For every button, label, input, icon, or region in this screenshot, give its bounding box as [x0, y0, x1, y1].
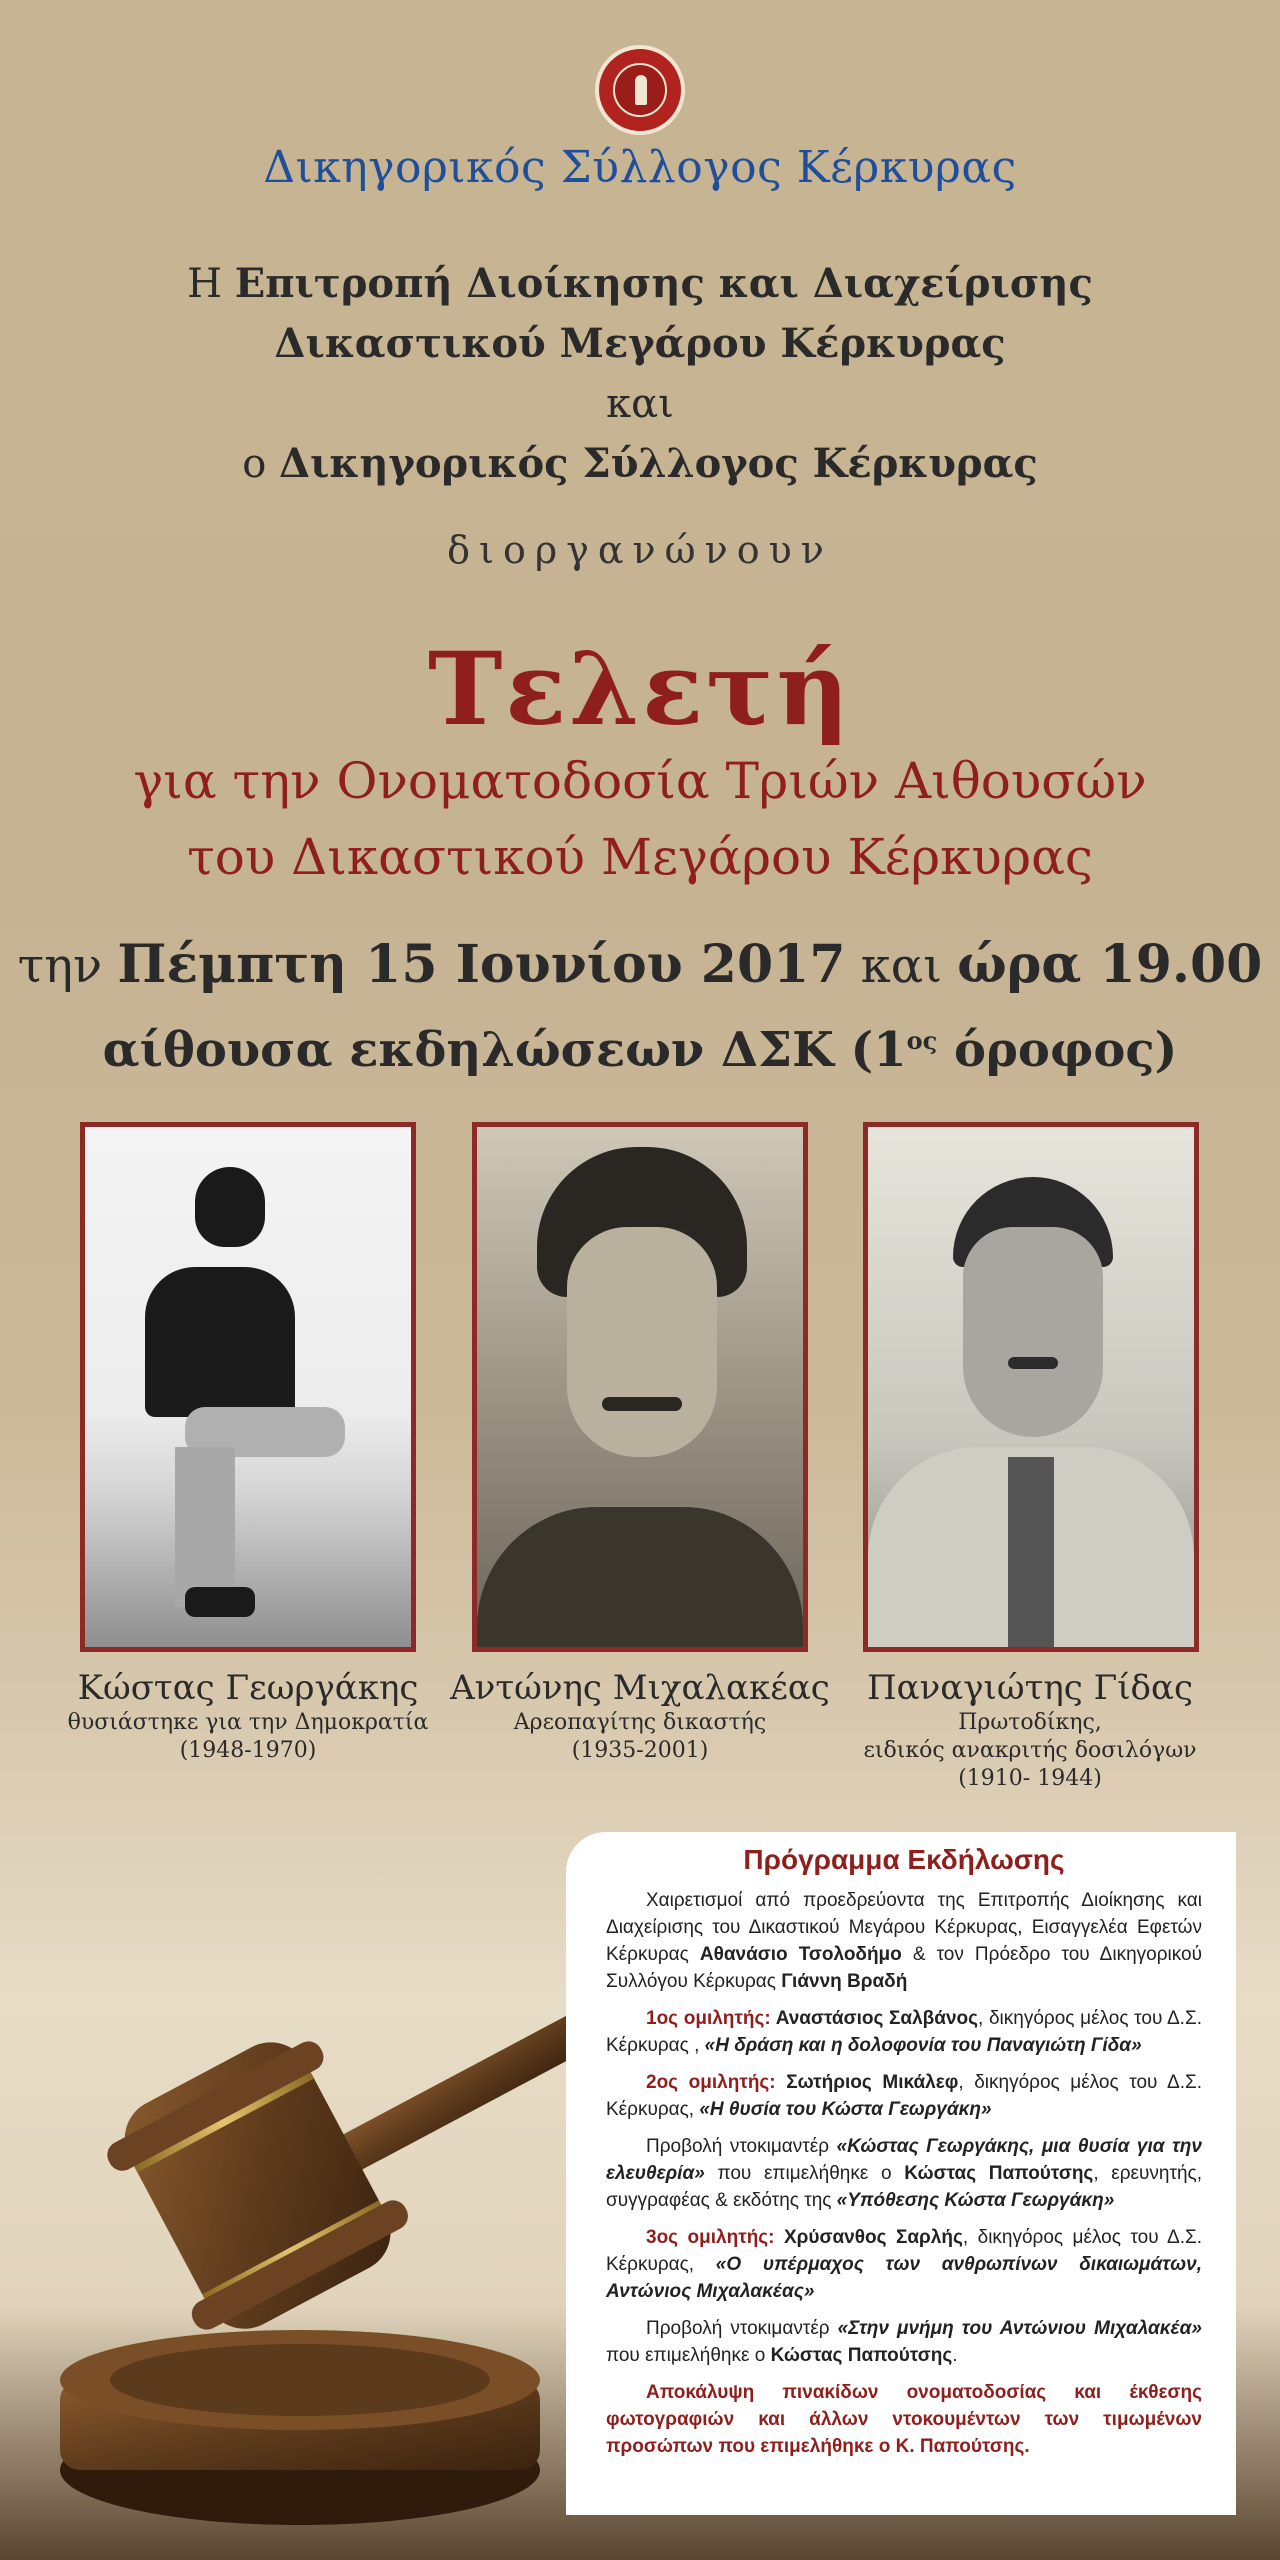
organizer-courthouse: Δικαστικού Μεγάρου Κέρκυρας: [274, 320, 1006, 367]
person-years-2: (1935-2001): [571, 1738, 709, 1763]
program-speaker-2: [606, 2069, 1202, 2123]
doc-curator: Κώστας Παπούτσης: [904, 2163, 1094, 2184]
program-documentary-1: [606, 2133, 1202, 2214]
speaker-talk-title: «Η θυσία του Κώστα Γεωργάκη»: [699, 2099, 992, 2120]
date-day: Πέμπτη 15 Ιουνίου 2017: [117, 934, 846, 995]
person-desc-2: Αρεοπαγίτης δικαστής: [513, 1710, 767, 1735]
event-hall: [0, 1022, 1280, 1078]
organizer-line-3: και: [606, 381, 674, 427]
organizer-line-1: [0, 254, 1280, 314]
event-subtitle-1: για την Ονοματοδοσία Τριών Αιθουσών: [133, 752, 1147, 810]
speaker-role: , δικηγόρος μέλος του Δ.Σ. Κέρκυρας ,: [606, 2008, 1202, 2056]
photo-antonis-michalakeas: [472, 1122, 808, 1652]
speaker-role: , δικηγόρος μέλος του Δ.Σ. Κέρκυρας,: [606, 2227, 1203, 2275]
speaker-role: , δικηγόρος μέλος του Δ.Σ. Κέρκυρας,: [606, 2072, 1202, 2120]
hall-ordinal: ος: [906, 1026, 938, 1055]
speaker-label: 1ος ομιλητής:: [646, 2008, 771, 2029]
program-closing: Αποκάλυψη πινακίδων ονοματοδοσίας και έκθεσης φωτογραφιών και άλλων ντοκουμέντων των τιμωμένων προσώπων που επιμελήθηκε ο Κ. Παπούτσης.: [606, 2382, 1202, 2457]
greeting-name-1: Αθανάσιο Τσολοδήμο: [699, 1944, 902, 1965]
program-panel: [566, 1832, 1236, 2515]
organizer-line-2: [0, 314, 1280, 374]
person-years-1: (1948-1970): [179, 1738, 317, 1763]
organizer-bar-association: Δικηγορικός Σύλλογος Κέρκυρας: [279, 440, 1038, 487]
organizer-prefix: Η: [187, 261, 235, 307]
program-speaker-1: [606, 2005, 1202, 2059]
speaker-name: Σωτήριος Μικάλεφ: [775, 2072, 959, 2093]
greeting-text: Χαιρετισμοί από προεδρεύοντα της Επιτροπής Διοίκησης και Διαχείρισης του Δικαστικού Μεγάρου Κέρκυρας, Εισαγγελέα Εφετών Κέρκυρας: [606, 1890, 1202, 1965]
hall-prefix: αίθουσα εκδηλώσεων ΔΣΚ (1: [102, 1022, 907, 1078]
hall-floor: όροφος): [937, 1022, 1178, 1078]
speaker-talk-title: «Ο υπέρμαχος των ανθρωπίνων δικαιωμάτων, Αντώνιος Μιχαλακέας»: [606, 2254, 1202, 2302]
organizer-prefix: ο: [242, 441, 279, 487]
doc-text-2: που επιμελήθηκε ο: [606, 2345, 771, 2366]
organizer-committee: Επιτροπή Διοίκησης και Διαχείρισης: [234, 260, 1093, 307]
person-name-1: Κώστας Γεωργάκης: [77, 1668, 419, 1708]
doc-title: «Κώστας Γεωργάκης, μια θυσία για την ελευθερία»: [606, 2136, 1202, 2184]
program-speaker-3: [606, 2224, 1202, 2305]
program-heading: Πρόγραμμα Εκδήλωσης: [743, 1844, 1065, 1875]
person-years-3: (1910- 1944): [958, 1766, 1102, 1791]
organizer-line-4: [0, 434, 1280, 494]
doc-text-3: .: [952, 2345, 958, 2366]
date-prefix: την: [17, 938, 118, 994]
speaker-name: Αναστάσιος Σαλβάνος: [770, 2008, 979, 2029]
photo-kostas-georgakis: [80, 1122, 416, 1652]
person-name-3: Παναγιώτης Γίδας: [866, 1668, 1194, 1708]
photo-panagiotis-gidas: [863, 1122, 1199, 1652]
gavel-icon: [40, 1940, 600, 2550]
organize-word: διοργανώνουν: [447, 528, 833, 572]
doc-book: «Υπόθεσης Κώστα Γεωργάκη»: [836, 2190, 1115, 2211]
logo-figure-icon: [635, 75, 647, 105]
doc-text-2: που επιμελήθηκε ο: [704, 2163, 905, 2184]
speaker-label: 2ος ομιλητής:: [646, 2072, 776, 2093]
person-desc-1: θυσιάστηκε για την Δημοκρατία: [67, 1710, 429, 1735]
person-desc-3b: ειδικός ανακριτής δοσιλόγων: [863, 1738, 1197, 1763]
date-time: ώρα 19.00: [957, 934, 1263, 995]
association-logo: [595, 45, 685, 135]
person-desc-3: Πρωτοδίκης,: [958, 1710, 1102, 1735]
program-greeting: [606, 1887, 1202, 1995]
doc-title: «Στην μνήμη του Αντώνιου Μιχαλακέα»: [837, 2318, 1202, 2339]
speaker-label: 3ος ομιλητής:: [646, 2227, 775, 2248]
event-subtitle-2: του Δικαστικού Μεγάρου Κέρκυρας: [187, 828, 1093, 886]
doc-curator: Κώστας Παπούτσης: [770, 2345, 953, 2366]
speaker-name: Χρύσανθος Σαρλής: [774, 2227, 963, 2248]
person-name-2: Αντώνης Μιχαλακέας: [450, 1668, 830, 1708]
greeting-name-2: Γιάννη Βραδή: [781, 1971, 908, 1992]
speaker-talk-title: «Η δράση και η δολοφονία του Παναγιώτη Γίδα»: [704, 2035, 1142, 2056]
date-and: και: [845, 938, 958, 994]
event-date: [0, 934, 1280, 995]
doc-text: Προβολή ντοκιμαντέρ: [646, 2318, 838, 2339]
association-title: Δικηγορικός Σύλλογος Κέρκυρας: [263, 142, 1017, 193]
doc-text: Προβολή ντοκιμαντέρ: [646, 2136, 837, 2157]
program-documentary-2: [606, 2315, 1202, 2369]
greeting-text-2: & τον Πρόεδρο του Δικηγορικού Συλλόγου Κέρκυρας: [606, 1944, 1202, 1992]
doc-text-3: , ερευνητής, συγγραφέας & εκδότης της: [606, 2163, 1202, 2211]
logo-emblem: [613, 63, 667, 117]
event-title: Τελετή: [427, 630, 853, 748]
